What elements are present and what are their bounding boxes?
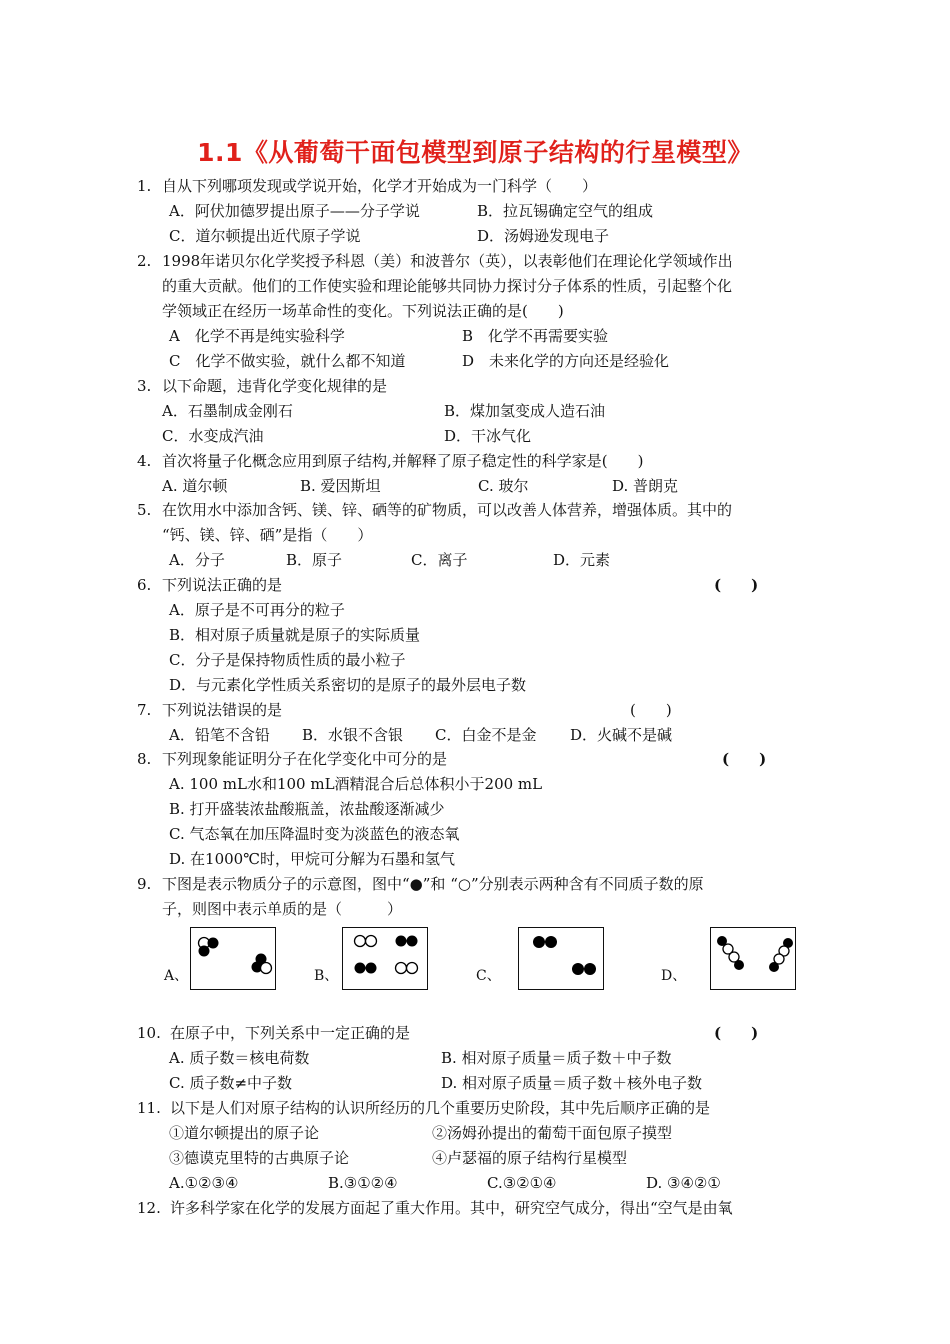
option: D．干冰气化 <box>444 427 532 445</box>
figure-label: C、 <box>476 968 501 984</box>
option: C 化学不做实验，就什么都不知道 <box>169 352 406 370</box>
question-number: 1. <box>137 177 152 195</box>
figure-label: D、 <box>661 968 687 984</box>
figure-label: B、 <box>314 968 339 984</box>
option: C．道尔顿提出近代原子学说 <box>169 227 361 245</box>
option: C.③②①④ <box>487 1174 557 1192</box>
solid-atom <box>366 963 377 974</box>
question-stem: 下图是表示物质分子的示意图，图中“●”和 “○”分别表示两种含有不同质子数的原 <box>162 875 704 893</box>
option: B.③①②④ <box>328 1174 398 1192</box>
question-number: 5. <box>137 501 152 519</box>
question-number: 9. <box>137 875 152 893</box>
option: B．原子 <box>286 551 343 569</box>
option: A. 质子数＝核电荷数 <box>169 1049 310 1067</box>
question-stem: “钙、镁、锌、硒”是指（ ） <box>162 526 373 544</box>
option: C．离子 <box>411 551 468 569</box>
answer-paren: ( ) <box>630 701 672 719</box>
question-stem: 以下命题，违背化学变化规律的是 <box>162 377 388 395</box>
option: B. 爱因斯坦 <box>300 477 381 495</box>
option: D. 相对原子质量＝质子数＋核外电子数 <box>441 1074 703 1092</box>
option: D. ③④②① <box>646 1174 721 1192</box>
option: B. 相对原子质量＝质子数＋中子数 <box>441 1049 672 1067</box>
option: D．汤姆逊发现电子 <box>477 227 610 245</box>
page-title: 1.1《从葡萄干面包模型到原子结构的行星模型》 <box>197 138 753 167</box>
figure-label: A、 <box>164 968 189 984</box>
question-stem: 学领域正在经历一场革命性的变化。下列说法正确的是( ) <box>162 302 564 320</box>
option: D．与元素化学性质关系密切的是原子的最外层电子数 <box>169 676 527 694</box>
solid-atom <box>407 936 418 947</box>
question-stem: 下列说法错误的是 <box>162 701 283 719</box>
solid-atom <box>396 936 407 947</box>
option: ④卢瑟福的原子结构行星模型 <box>432 1149 628 1167</box>
option: A．原子是不可再分的粒子 <box>169 601 345 619</box>
solid-atom <box>572 963 584 975</box>
question-number: 7. <box>137 701 152 719</box>
question-stem: 下列说法正确的是 <box>162 576 283 594</box>
option: C．白金不是金 <box>435 726 537 744</box>
option: D. 普朗克 <box>612 477 679 495</box>
option: B. 打开盛装浓盐酸瓶盖，浓盐酸逐渐减少 <box>169 800 445 818</box>
molecule-figure-b <box>342 927 428 990</box>
question-number: 6. <box>137 576 152 594</box>
question-stem: 许多科学家在化学的发展方面起了重大作用。其中，研究空气成分，得出“空气是由氧 <box>170 1199 733 1217</box>
option: ③德谟克里特的古典原子论 <box>169 1149 350 1167</box>
molecule-diagram-d <box>711 928 795 989</box>
hollow-atom <box>366 936 377 947</box>
question-stem: 子，则图中表示单质的是（ ） <box>162 900 403 918</box>
solid-atom <box>545 936 557 948</box>
option: B．水银不含银 <box>302 726 404 744</box>
question-number: 12. <box>137 1199 161 1217</box>
question-number: 8. <box>137 750 152 768</box>
solid-atom <box>769 962 779 972</box>
hollow-atom <box>396 963 407 974</box>
hollow-atom <box>261 963 272 974</box>
option: B 化学不再需要实验 <box>462 327 609 345</box>
question-stem: 自从下列哪项发现或学说开始，化学才开始成为一门科学（ ） <box>162 177 598 195</box>
option: D. 在1000℃时，甲烷可分解为石墨和氢气 <box>169 850 455 868</box>
option: A 化学不再是纯实验科学 <box>169 327 345 345</box>
option: ②汤姆孙提出的葡萄干面包原子摸型 <box>432 1124 673 1142</box>
option: A.①②③④ <box>169 1174 239 1192</box>
option: B．煤加氢变成人造石油 <box>444 402 606 420</box>
molecule-diagram-b <box>343 928 427 989</box>
solid-atom <box>584 963 596 975</box>
question-number: 3. <box>137 377 152 395</box>
question-number: 11. <box>137 1099 161 1117</box>
question-stem: 下列现象能证明分子在化学变化中可分的是 <box>162 750 448 768</box>
option: C．分子是保持物质性质的最小粒子 <box>169 651 406 669</box>
question-stem: 1998年诺贝尔化学奖授予科恩（美）和波普尔（英），以表彰他们在理论化学领域作出 <box>162 252 733 270</box>
option: A. 100 mL水和100 mL酒精混合后总体积小于200 mL <box>169 775 543 793</box>
option: D．元素 <box>553 551 611 569</box>
option: D 未来化学的方向还是经验化 <box>462 352 670 370</box>
question-stem: 以下是人们对原子结构的认识所经历的几个重要历史阶段，其中先后顺序正确的是 <box>170 1099 711 1117</box>
option: A．石墨制成金刚石 <box>162 402 293 420</box>
option: B．相对原子质量就是原子的实际质量 <box>169 626 421 644</box>
answer-paren: ( ) <box>722 750 767 768</box>
option: C. 气态氧在加压降温时变为淡蓝色的液态氧 <box>169 825 460 843</box>
solid-atom <box>355 963 366 974</box>
question-stem: 在饮用水中添加含钙、镁、锌、硒等的矿物质，可以改善人体营养，增强体质。其中的 <box>162 501 733 519</box>
hollow-atom <box>407 963 418 974</box>
option: A．阿伏加德罗提出原子——分子学说 <box>169 202 420 220</box>
option: ①道尔顿提出的原子论 <box>169 1124 320 1142</box>
option: C. 玻尔 <box>478 477 529 495</box>
option: D．火碱不是碱 <box>570 726 673 744</box>
option: A．分子 <box>169 551 225 569</box>
question-number: 10. <box>137 1024 161 1042</box>
solid-atom <box>734 960 744 970</box>
option: A．铅笔不含铅 <box>169 726 270 744</box>
option: C. 质子数≠中子数 <box>169 1074 293 1092</box>
molecule-diagram-a <box>191 928 275 989</box>
molecule-figure-a <box>190 927 276 990</box>
option: C．水变成汽油 <box>162 427 264 445</box>
solid-atom <box>199 946 210 957</box>
hollow-atom <box>355 936 366 947</box>
option: A. 道尔顿 <box>162 477 228 495</box>
solid-atom <box>533 936 545 948</box>
molecule-diagram-c <box>519 928 603 989</box>
solid-atom <box>208 938 219 949</box>
molecule-figure-d <box>710 927 796 990</box>
option: B．拉瓦锡确定空气的组成 <box>477 202 654 220</box>
question-number: 2. <box>137 252 152 270</box>
question-number: 4. <box>137 452 152 470</box>
answer-paren: ( ) <box>714 576 759 594</box>
question-stem: 的重大贡献。他们的工作使实验和理论能够共同协力探讨分子体系的性质，引起整个化 <box>162 277 733 295</box>
question-stem: 首次将量子化概念应用到原子结构,并解释了原子稳定性的科学家是( ) <box>162 452 644 470</box>
question-stem: 在原子中，下列关系中一定正确的是 <box>170 1024 411 1042</box>
molecule-figure-c <box>518 927 604 990</box>
answer-paren: ( ) <box>714 1024 759 1042</box>
